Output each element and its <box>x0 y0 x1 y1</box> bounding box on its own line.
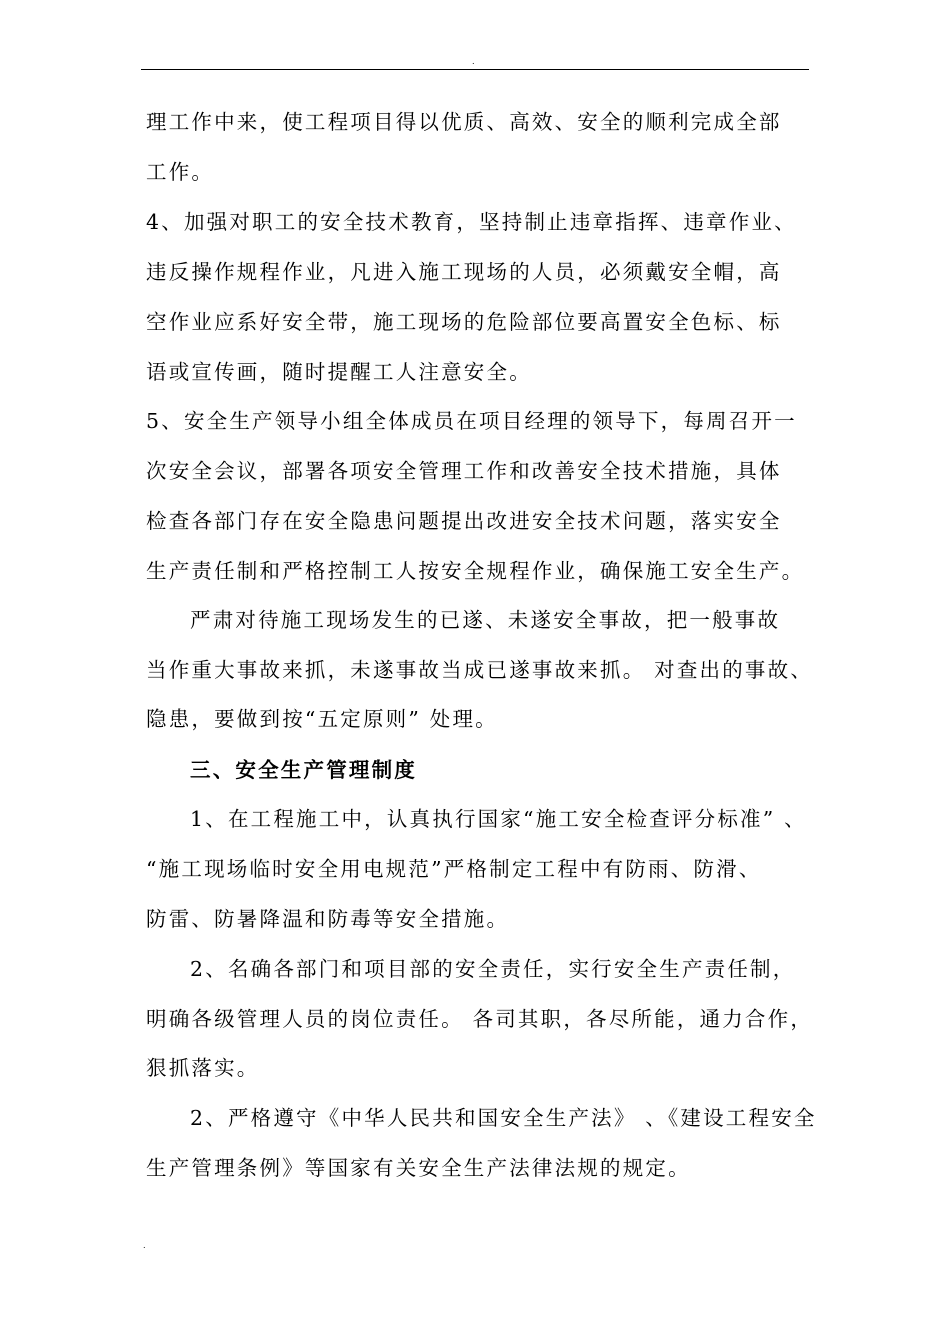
text-line: 隐患，要做到按“五定原则” 处理。 <box>146 707 498 731</box>
text-line: 生产责任制和严格控制工人按安全规程作业，确保施工安全生产。 <box>146 559 805 583</box>
paragraph-first-line: 严肃对待施工现场发生的已遂、未遂安全事故，把一般事故 <box>190 608 781 632</box>
paragraph-first-line: 1、在工程施工中，认真执行国家“施工安全检查评分标准” 、 <box>190 807 807 831</box>
text-line: 次安全会议，部署各项安全管理工作和改善安全技术措施，具体 <box>146 459 782 483</box>
paragraph-first-line: 2、名确各部门和项目部的安全责任，实行安全生产责任制， <box>190 957 796 981</box>
paragraph-first-line: 2、严格遵守《中华人民共和国安全生产法》 、《建设工程安全 <box>190 1106 817 1130</box>
text-line: 明确各级管理人员的岗位责任。 各司其职，各尽所能，通力合作， <box>146 1007 814 1031</box>
text-line: 违反操作规程作业，凡进入施工现场的人员，必须戴安全帽，高 <box>146 260 782 284</box>
text-line: 当作重大事故来抓，未遂事故当成已遂事故来抓。 对查出的事故、 <box>146 658 814 682</box>
text-line: 检查各部门存在安全隐患问题提出改进安全技术问题，落实安全 <box>146 509 782 533</box>
text-line: 5、安全生产领导小组全体成员在项目经理的领导下，每周召开一 <box>146 409 797 433</box>
footer-dot: . <box>143 1241 146 1250</box>
text-line: 防雷、防暑降温和防毒等安全措施。 <box>146 907 510 931</box>
text-line: 4、加强对职工的安全技术教育，坚持制止违章指挥、违章作业、 <box>146 210 797 234</box>
section-heading: 三、安全生产管理制度 <box>190 758 417 782</box>
text-line: 生产管理条例》等国家有关安全生产法律法规的规定。 <box>146 1156 691 1180</box>
text-line: 理工作中来，使工程项目得以优质、高效、安全的顺利完成全部 <box>146 110 782 134</box>
text-line: 语或宣传画，随时提醒工人注意安全。 <box>146 360 532 384</box>
text-line: “施工现场临时安全用电规范”严格制定工程中有防雨、防滑、 <box>146 857 762 881</box>
header-rule <box>141 69 809 70</box>
text-line: 工作。 <box>146 160 215 184</box>
text-line: 狠抓落实。 <box>146 1056 260 1080</box>
text-line: 空作业应系好安全带，施工现场的危险部位要高置安全色标、标 <box>146 310 782 334</box>
header-dot: . <box>472 57 475 66</box>
